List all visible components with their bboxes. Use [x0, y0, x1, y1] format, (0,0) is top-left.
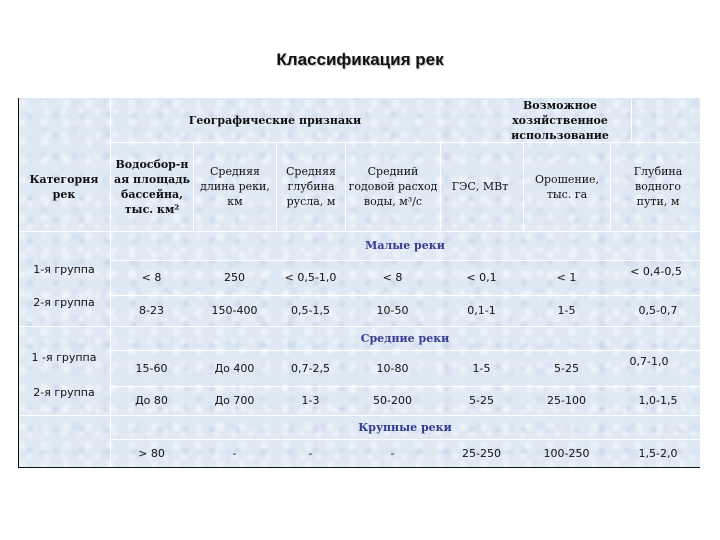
- cell-hydro: 5-25: [469, 394, 494, 407]
- header-category: Категория рек: [29, 172, 99, 201]
- header-col-depth: Средняя глубина русла, м: [286, 165, 336, 208]
- cell-discharge: 10-50: [376, 304, 409, 317]
- cell-depth: 0,5-1,5: [291, 304, 330, 317]
- cell-irrigation: 5-25: [554, 361, 579, 375]
- cell-hydro: < 0,1: [466, 271, 497, 284]
- header-geo-group: Географические признаки: [188, 113, 362, 127]
- header-econ-group: Возможное хозяйственное использование: [511, 98, 609, 142]
- cell-waterway: 1,0-1,5: [638, 394, 678, 407]
- page-title: Классификация рек: [276, 50, 444, 69]
- category-label: 2-я группа: [33, 295, 95, 309]
- cell-irrigation: 25-100: [547, 394, 586, 407]
- grid-line: [345, 142, 346, 231]
- cell-waterway: 0,7-1,0: [629, 354, 669, 368]
- grid-line: [193, 142, 194, 231]
- cell-depth: < 0,5-1,0: [284, 271, 337, 284]
- cell-discharge: -: [390, 446, 395, 460]
- cell-depth: 1-3: [301, 394, 320, 407]
- cell-basin-area: 15-60: [135, 361, 168, 375]
- cell-hydro: 25-250: [462, 446, 501, 460]
- cell-waterway: < 0,4-0,5: [630, 264, 682, 278]
- grid-line: [276, 142, 277, 231]
- cell-basin-area: 8-23: [139, 304, 164, 317]
- grid-line: [610, 142, 611, 231]
- cell-depth: -: [308, 446, 313, 460]
- cell-basin-area: > 80: [138, 446, 165, 460]
- cell-length: 250: [224, 271, 245, 284]
- cell-discharge: 50-200: [373, 394, 412, 407]
- table-edge: [18, 467, 700, 468]
- cell-length: -: [232, 446, 237, 460]
- category-label: 1-я группа: [33, 262, 95, 276]
- cell-discharge: 10-80: [376, 361, 409, 375]
- category-label: 1 -я группа: [31, 350, 97, 364]
- cell-depth: 0,7-2,5: [291, 361, 330, 375]
- section-title-medium: Средние реки: [360, 331, 450, 345]
- cell-basin-area: До 80: [135, 394, 168, 407]
- header-col-waterway: Глубина водного пути, м: [633, 165, 683, 208]
- cell-irrigation: < 1: [556, 271, 577, 284]
- cell-waterway: 0,5-0,7: [638, 304, 678, 317]
- section-title-small: Малые реки: [365, 239, 445, 252]
- cell-irrigation: 100-250: [543, 446, 590, 460]
- category-label: 2-я группа: [33, 385, 95, 399]
- header-col-length: Средняя длина реки, км: [200, 165, 270, 208]
- cell-irrigation: 1-5: [557, 304, 576, 317]
- river-classification-table: [18, 98, 700, 468]
- header-col-hydro: ГЭС, МВт: [451, 180, 509, 193]
- cell-length: До 400: [214, 361, 255, 375]
- section-title-large: Крупные реки: [358, 420, 452, 434]
- header-col-basin-area: Водосбор-н ая площадь бассейна, тыс. км²: [113, 157, 191, 216]
- header-col-discharge: Средний годовой расход воды, м³/с: [348, 165, 438, 208]
- cell-discharge: < 8: [382, 271, 403, 284]
- header-col-irrigation: Орошение, тыс. га: [534, 172, 600, 201]
- grid-line: [523, 142, 524, 231]
- table-edge: [18, 98, 19, 468]
- cell-hydro: 0,1-1: [467, 304, 496, 317]
- cell-length: До 700: [214, 394, 255, 407]
- cell-waterway: 1,5-2,0: [638, 446, 678, 460]
- grid-line: [440, 142, 441, 231]
- cell-basin-area: < 8: [141, 271, 162, 284]
- cell-length: 150-400: [211, 304, 258, 317]
- cell-hydro: 1-5: [472, 361, 491, 375]
